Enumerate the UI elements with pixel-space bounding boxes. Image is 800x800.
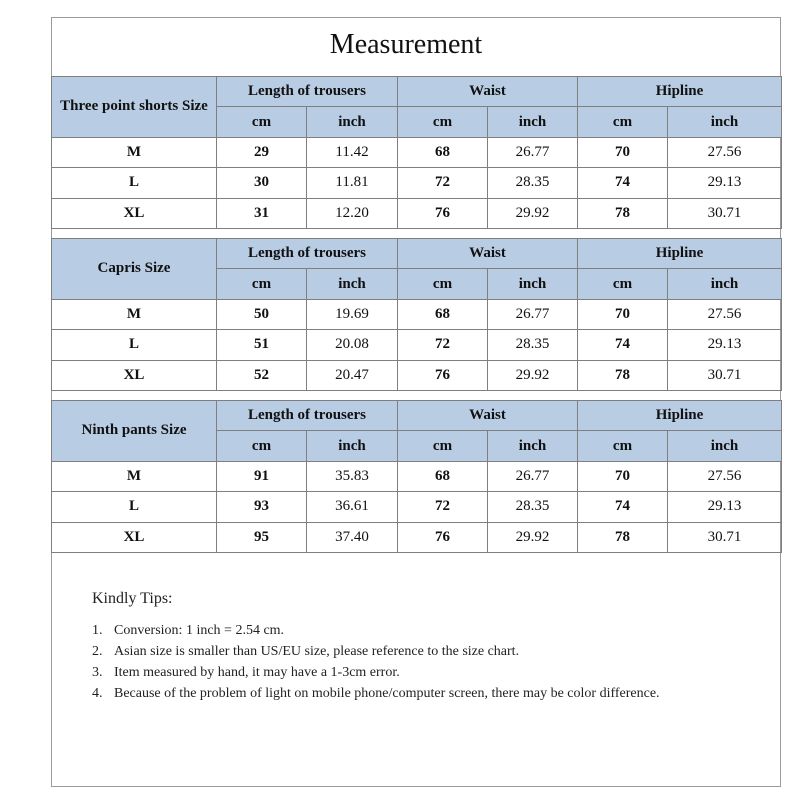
size-cell: M [52,299,217,329]
table-row [52,137,782,167]
table-row [52,299,782,329]
unit-inch-header: inch [488,431,578,461]
size-cell: L [52,492,217,522]
unit-cm-header: cm [398,107,488,137]
length-header: Length of trousers [217,77,398,107]
tip-number: 3. [92,665,103,680]
table-row [52,461,782,491]
waist-cm-cell: 72 [398,168,488,198]
waist-cm-cell: 68 [398,299,488,329]
size-type-header: Capris Size [52,239,217,300]
size-cell: L [52,168,217,198]
unit-inch-header: inch [307,107,398,137]
length-inch-cell: 11.42 [307,137,398,167]
tip-item [92,641,692,662]
waist-inch-cell: 29.92 [488,360,578,390]
tip-text: Conversion: 1 inch = 2.54 cm. [114,623,285,638]
tip-text: Because of the problem of light on mobile phone/computer screen, there may be color difference. [114,686,660,701]
hip-inch-cell: 29.13 [668,330,782,360]
unit-cm-header: cm [578,107,668,137]
header-row [52,239,782,269]
unit-inch-header: inch [488,107,578,137]
hip-inch-cell: 30.71 [668,198,782,228]
tip-item [92,662,692,683]
waist-header: Waist [398,239,578,269]
hip-cm-cell: 74 [578,168,668,198]
waist-inch-cell: 28.35 [488,330,578,360]
length-inch-cell: 20.08 [307,330,398,360]
table-row [52,492,782,522]
hip-cm-cell: 74 [578,492,668,522]
waist-cm-cell: 76 [398,198,488,228]
length-inch-cell: 19.69 [307,299,398,329]
unit-inch-header: inch [668,107,782,137]
length-cm-cell: 95 [217,522,307,552]
hip-cm-cell: 78 [578,360,668,390]
header-row [52,77,782,107]
kindly-tips [92,590,692,704]
table-row [52,522,782,552]
size-table [51,400,782,553]
page-title: Measurement [329,29,483,60]
hipline-header: Hipline [578,401,782,431]
table-row [52,168,782,198]
hip-inch-cell: 27.56 [668,461,782,491]
unit-inch-header: inch [307,269,398,299]
tip-text: Item measured by hand, it may have a 1-3cm error. [114,665,400,680]
waist-inch-cell: 29.92 [488,198,578,228]
waist-cm-cell: 76 [398,522,488,552]
tip-number: 2. [92,644,103,659]
hip-inch-cell: 30.71 [668,360,782,390]
waist-inch-cell: 26.77 [488,299,578,329]
tips-title: Kindly Tips: [92,590,173,607]
hip-inch-cell: 30.71 [668,522,782,552]
unit-inch-header: inch [668,431,782,461]
size-cell: M [52,461,217,491]
waist-cm-cell: 76 [398,360,488,390]
hip-inch-cell: 29.13 [668,168,782,198]
hip-cm-cell: 78 [578,198,668,228]
waist-inch-cell: 26.77 [488,461,578,491]
waist-inch-cell: 26.77 [488,137,578,167]
waist-inch-cell: 28.35 [488,492,578,522]
table-row [52,360,782,390]
length-cm-cell: 50 [217,299,307,329]
length-cm-cell: 31 [217,198,307,228]
size-cell: XL [52,360,217,390]
length-inch-cell: 11.81 [307,168,398,198]
waist-cm-cell: 68 [398,137,488,167]
table-row [52,330,782,360]
size-cell: L [52,330,217,360]
unit-cm-header: cm [217,431,307,461]
waist-inch-cell: 28.35 [488,168,578,198]
unit-cm-header: cm [217,269,307,299]
header-row [52,401,782,431]
length-cm-cell: 51 [217,330,307,360]
size-type-header: Three point shorts Size [52,77,217,138]
hipline-header: Hipline [578,77,782,107]
waist-header: Waist [398,401,578,431]
tip-text: Asian size is smaller than US/EU size, please reference to the size chart. [114,644,520,659]
size-type-header: Ninth pants Size [52,401,217,462]
length-header: Length of trousers [217,401,398,431]
unit-inch-header: inch [668,269,782,299]
tip-item [92,620,692,641]
length-cm-cell: 52 [217,360,307,390]
tip-number: 4. [92,686,103,701]
unit-cm-header: cm [398,269,488,299]
length-cm-cell: 91 [217,461,307,491]
hip-inch-cell: 27.56 [668,299,782,329]
size-cell: M [52,137,217,167]
unit-inch-header: inch [488,269,578,299]
hip-cm-cell: 70 [578,137,668,167]
length-inch-cell: 35.83 [307,461,398,491]
length-inch-cell: 12.20 [307,198,398,228]
size-table [51,238,782,391]
unit-cm-header: cm [578,269,668,299]
hip-inch-cell: 27.56 [668,137,782,167]
hipline-header: Hipline [578,239,782,269]
hip-cm-cell: 70 [578,461,668,491]
length-cm-cell: 30 [217,168,307,198]
tip-item [92,683,692,704]
length-cm-cell: 29 [217,137,307,167]
hip-inch-cell: 29.13 [668,492,782,522]
length-inch-cell: 37.40 [307,522,398,552]
hip-cm-cell: 70 [578,299,668,329]
unit-cm-header: cm [398,431,488,461]
table-row [52,198,782,228]
size-cell: XL [52,198,217,228]
size-cell: XL [52,522,217,552]
length-cm-cell: 93 [217,492,307,522]
length-inch-cell: 20.47 [307,360,398,390]
waist-inch-cell: 29.92 [488,522,578,552]
hip-cm-cell: 74 [578,330,668,360]
unit-cm-header: cm [578,431,668,461]
length-header: Length of trousers [217,239,398,269]
length-inch-cell: 36.61 [307,492,398,522]
hip-cm-cell: 78 [578,522,668,552]
tips-list [92,620,692,704]
waist-cm-cell: 72 [398,492,488,522]
unit-inch-header: inch [307,431,398,461]
waist-cm-cell: 68 [398,461,488,491]
waist-header: Waist [398,77,578,107]
size-table [51,76,782,229]
waist-cm-cell: 72 [398,330,488,360]
unit-cm-header: cm [217,107,307,137]
tip-number: 1. [92,623,103,638]
